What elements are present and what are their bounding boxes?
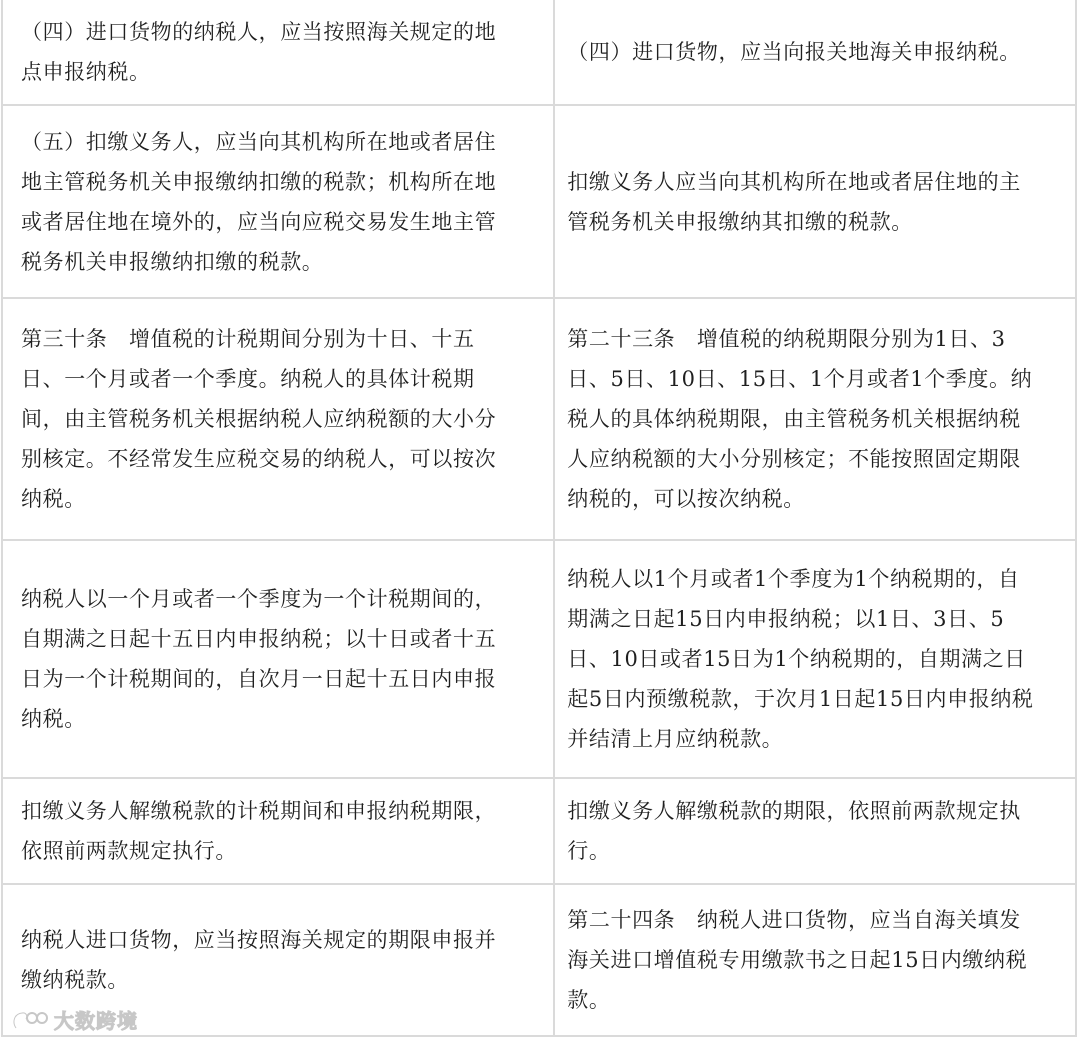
table-cell-left: （五）扣缴义务人，应当向其机构所在地或者居住 地主管税务机关申报缴纳扣缴的税款；机构所在地 或者居住地在境外的，应当向应税交易发生地主管 税务机关申报缴纳扣缴的税款。 [2, 105, 554, 298]
table-cell-right: （四）进口货物，应当向报关地海关申报纳税。 [554, 0, 1076, 105]
table-row [2, 105, 1076, 298]
table-row [2, 540, 1076, 778]
table-cell-left: 第三十条 增值税的计税期间分别为十日、十五 日、一个月或者一个季度。纳税人的具体计税期 间，由主管税务机关根据纳税人应纳税额的大小分 别核定。不经常发生应税交易的纳税人，可以按次 纳税。 [2, 298, 554, 540]
table-cell-right: 第二十四条 纳税人进口货物，应当自海关填发 海关进口增值税专用缴款书之日起15日内缴纳税 款。 [554, 884, 1076, 1036]
table-cell-right: 纳税人以1个月或者1个季度为1个纳税期的，自 期满之日起15日内申报纳税；以1日、3日、5 日、10日或者15日为1个纳税期的，自期满之日 起5日内预缴税款，于次月1日起15日内申报纳税 并结清上月应纳税款。 [554, 540, 1076, 778]
table-row [2, 778, 1076, 884]
table-row [2, 298, 1076, 540]
table-cell-left: 扣缴义务人解缴税款的计税期间和申报纳税期限， 依照前两款规定执行。 [2, 778, 554, 884]
table-cell-right: 扣缴义务人解缴税款的期限，依照前两款规定执 行。 [554, 778, 1076, 884]
table-row [2, 884, 1076, 1036]
table-cell-right: 第二十三条 增值税的纳税期限分别为1日、3 日、5日、10日、15日、1个月或者1个季度。纳 税人的具体纳税期限，由主管税务机关根据纳税 人应纳税额的大小分别核定；不能按照固定期限 纳税的，可以按次纳税。 [554, 298, 1076, 540]
law-comparison-table [1, 0, 1077, 1037]
table-cell-right: 扣缴义务人应当向其机构所在地或者居住地的主 管税务机关申报缴纳其扣缴的税款。 [554, 105, 1076, 298]
watermark [10, 1005, 138, 1034]
table-cell-left: （四）进口货物的纳税人，应当按照海关规定的地 点申报纳税。 [2, 0, 554, 105]
table-cell-left: 纳税人进口货物，应当按照海关规定的期限申报并 缴纳税款。 [2, 884, 554, 1036]
brand-logo-icon [10, 1008, 50, 1032]
table-cell-left: 纳税人以一个月或者一个季度为一个计税期间的， 自期满之日起十五日内申报纳税；以十日或者十五 日为一个计税期间的，自次月一日起十五日内申报 纳税。 [2, 540, 554, 778]
watermark-text: 大数跨境 [54, 1009, 138, 1033]
table-row [2, 0, 1076, 105]
